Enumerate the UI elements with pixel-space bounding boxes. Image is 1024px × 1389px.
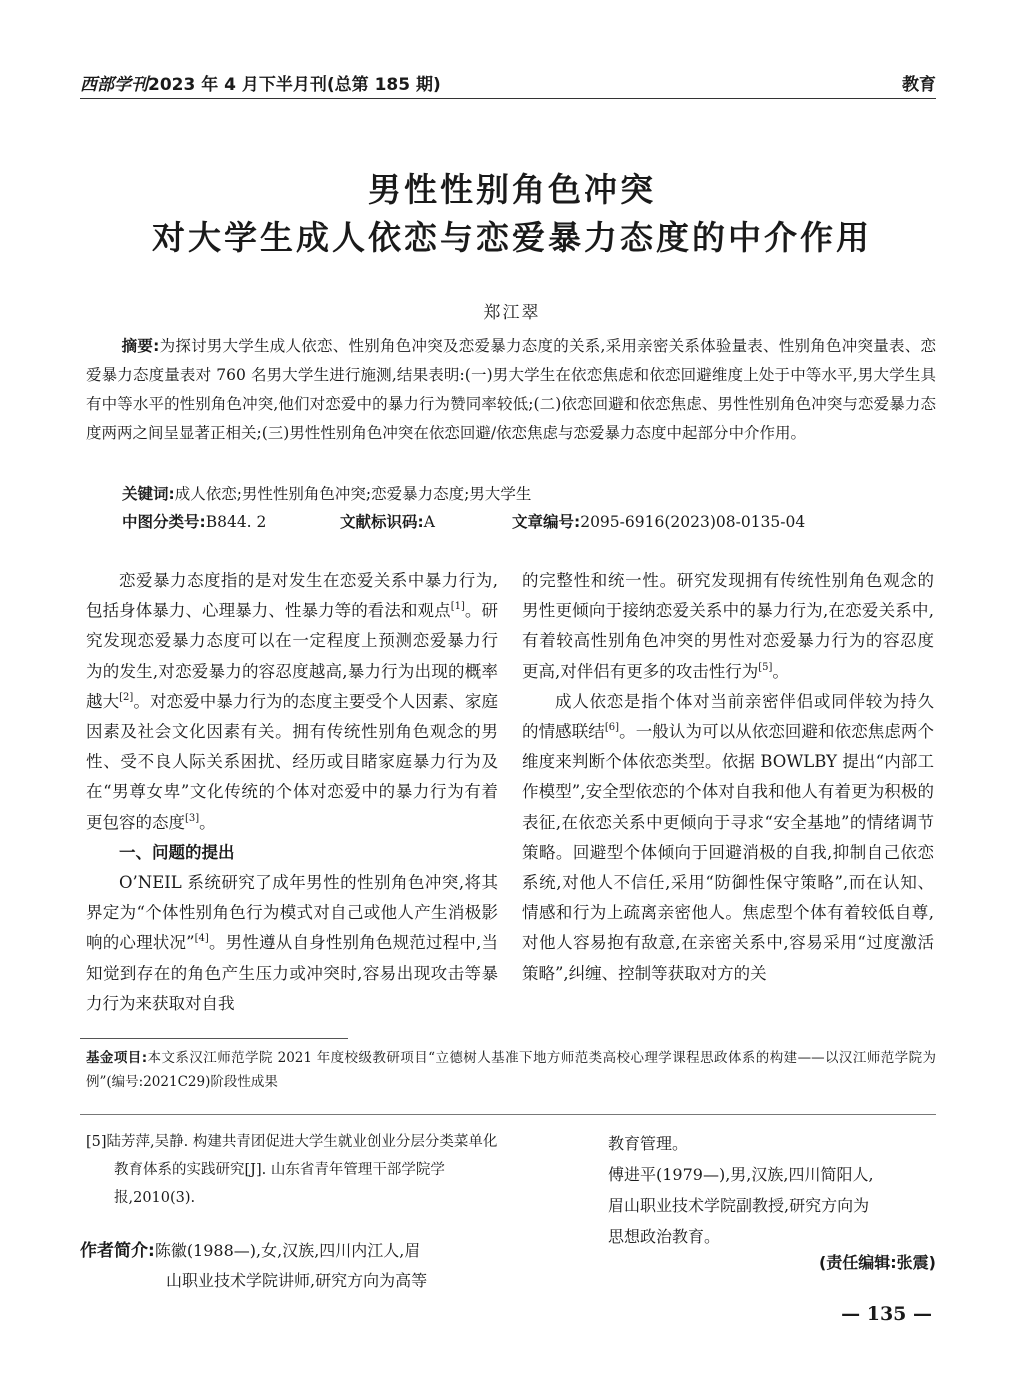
paragraph: 的完整性和统一性。研究发现拥有传统性别角色观念的男性更倾向于接纳恋爱关系中的暴力行为,在恋爱关系中,有着较高性别角色冲突的男性对恋爱暴力行为的容忍度更高,对伴侣有更多的攻击性行为[5]。 — [522, 571, 934, 681]
section-heading: 一、问题的提出 — [119, 842, 235, 862]
header-rule — [80, 98, 936, 99]
citation: [6] — [604, 722, 620, 734]
citation: [1] — [450, 601, 465, 613]
article-title-line2: 对大学生成人依恋与恋爱暴力态度的中介作用 — [152, 218, 872, 257]
citation: [3] — [185, 812, 200, 824]
paragraph: 成人依恋是指个体对当前亲密伴侣或同伴较为持久的情感联结[6]。一般认为可以从依恋回避和依恋焦虑两个维度来判断个体依恋类型。依据 BOWLBY 提出“内部工作模型”,安全型依恋的个体对自我和他人有着更为积极的表征,在依恋关系中更倾向于寻求“安全基地”的情绪调节策略。回避型个体倾向于回避消极的自我,抑制自己依恋系统,对他人不信任,采用“防御性保守策略”,而在认知、情感和行为上疏离亲密他人。焦虑型个体有着较低自尊,对他人容易抱有敌意,在亲密关系中,容易采用“过度激活策略”,纠缠、控制等获取对方的关 — [522, 691, 935, 983]
reference-list — [86, 1128, 502, 1212]
citation: [5] — [758, 661, 773, 673]
footnote-rule — [80, 1038, 348, 1039]
keywords-text: 成人依恋;男性性别角色冲突;恋爱暴力态度;男大学生 — [174, 485, 532, 503]
fund-label: 基金项目: — [86, 1050, 148, 1066]
abstract — [86, 332, 936, 448]
author-bio-continued — [608, 1128, 936, 1252]
article-number: 文章编号:2095-6916(2023)08-0135-04 — [512, 513, 806, 531]
abstract-text: 为探讨男大学生成人依恋、性别角色冲突及恋爱暴力态度的关系,采用亲密关系体验量表、性别角色冲突量表、恋爱暴力态度量表对 760 名男大学生进行施测,结果表明:(一)男大学生在依恋焦虑和依恋回避维度上处于中等水平,男大学生具有中等水平的性别角色冲突,他们对恋爱中的暴力行为赞同率较低;(二)依恋回避和依恋焦虑、男性性别角色冲突与恋爱暴力态度两两之间呈显著正相关;(三)男性性别角色冲突在依恋回避/依恋焦虑与恋爱暴力态度中起部分中介作用。 — [86, 337, 937, 442]
paragraph: O’NEIL 系统研究了成年男性的性别角色冲突,将其界定为“个体性别角色行为模式对自己或他人产生消极影响的心理状况”[4]。男性遵从自身性别角色规范过程中,当知觉到存在的角色产生压力或冲突时,容易出现攻击等暴力行为来获取对自我 — [86, 873, 499, 1013]
citation: [2] — [119, 691, 134, 703]
document-code: 文献标识码:A — [340, 513, 435, 531]
reference-item: [5]陆芳萍,吴静. 构建共青团促进大学生就业创业分层分类菜单化教育体系的实践研究[J]. 山东省青年管理干部学院学报,2010(3). — [86, 1134, 498, 1206]
author-name: 郑江翠 — [483, 303, 541, 323]
journal-logo: 西部学刊 — [80, 75, 148, 95]
fund-footnote — [86, 1046, 936, 1094]
bio-label: 作者简介: — [80, 1241, 155, 1261]
author-bio — [80, 1236, 500, 1296]
journal-issue: 西部学刊2023 年 4 月下半月刊(总第 185 期) — [80, 75, 441, 95]
citation: [4] — [194, 933, 209, 945]
bio-line: 眉山职业技术学院副教授,研究方向为 — [608, 1196, 870, 1215]
responsible-editor: (责任编辑:张震) — [818, 1253, 936, 1272]
clc-code: 中图分类号:B844. 2 — [122, 513, 267, 531]
separator-rule — [80, 1114, 936, 1115]
body-left-column — [86, 566, 498, 1019]
running-header — [80, 68, 936, 98]
bio-line: 思想政治教育。 — [608, 1227, 721, 1246]
article-title-line1: 男性性别角色冲突 — [368, 170, 656, 209]
abstract-label: 摘要: — [121, 337, 160, 355]
bio-line: 傅进平(1979—),男,汉族,四川简阳人, — [608, 1165, 874, 1184]
keywords-label: 关键词: — [122, 485, 175, 503]
page-number: — 135 — — [841, 1303, 932, 1325]
fund-text: 本文系汉江师范学院 2021 年度校级教研项目“立德树人基准下地方师范类高校心理学课程思政体系的构建——以汉江师范学院为例”(编号:2021C29)阶段性成果 — [86, 1050, 937, 1090]
bio-line: 教育管理。 — [608, 1134, 689, 1153]
bio-line: 作者简介:陈徽(1988—),女,汉族,四川内江人,眉 — [80, 1241, 421, 1261]
bio-line: 山职业技术学院讲师,研究方向为高等 — [166, 1271, 428, 1290]
classification-meta — [122, 510, 936, 532]
keywords — [122, 480, 936, 509]
paragraph: 恋爱暴力态度指的是对发生在恋爱关系中暴力行为,包括身体暴力、心理暴力、性暴力等的看法和观点[1]。研究发现恋爱暴力态度可以在一定程度上预测恋爱暴力行为的发生,对恋爱暴力的容忍度越高,暴力行为出现的概率越大[2]。对恋爱中暴力行为的态度主要受个人因素、家庭因素及社会文化因素有关。拥有传统性别角色观念的男性、受不良人际关系困扰、经历或目睹家庭暴力行为及在“男尊女卑”文化传统的个体对恋爱中的暴力行为有着更包容的态度[3]。 — [86, 571, 499, 832]
body-right-column — [522, 566, 934, 989]
section-name: 教育 — [902, 75, 936, 95]
